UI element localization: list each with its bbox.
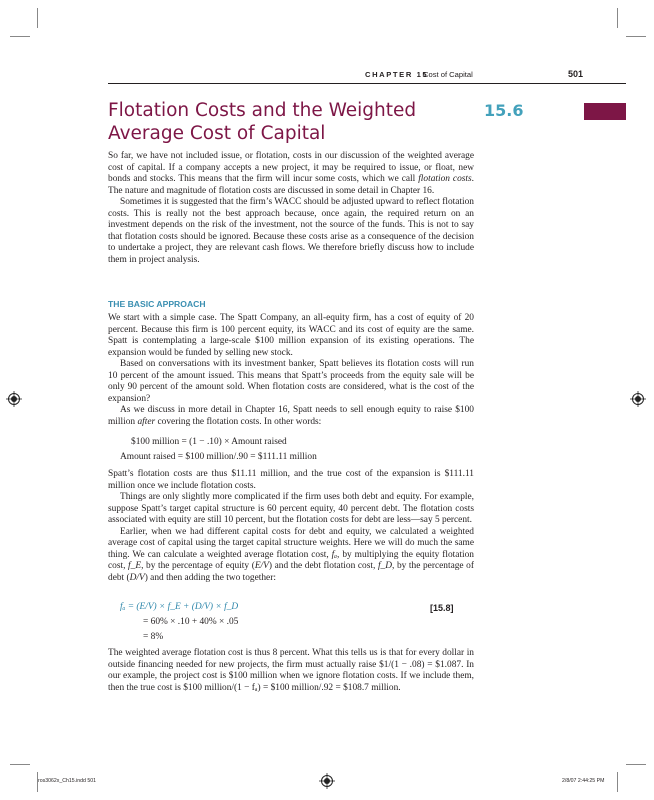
paragraph: So far, we have not included issue, or flotation, costs in our discussion of the weighted average cost of capital. If a company accepts a new project, it may be required to issue, or float, new bonds and stocks. This means that the firm will incur some costs, which we call flotation costs. The nature and magnitude of flotation costs are discussed in some detail in Chapter 16.	[108, 151, 475, 196]
registration-mark-icon	[319, 773, 335, 789]
crop-mark	[626, 764, 646, 765]
paragraph: Things are only slightly more complicated if the firm uses both debt and equity. For example, suppose Spatt’s target capital structure is 60 percent equity, 40 percent debt. The flotation costs associated with equity are still 10 percent, but the flotation costs for debt are less—say 5 percent.	[108, 492, 474, 525]
crop-mark	[10, 764, 30, 765]
section-accent-bar	[584, 103, 626, 120]
crop-mark	[617, 8, 618, 28]
section-title	[108, 99, 468, 145]
equation: = 8%	[143, 632, 164, 642]
equation: $100 million = (1 − .10) × Amount raised	[131, 437, 287, 447]
paragraph: Sometimes it is suggested that the firm’s WACC should be adjusted upward to reflect flotation costs. This is really not the best approach because, once again, the required return on an investment depends on the risk of the investment, not the source of the funds. This is not to say that flotation costs should be ignored. Because these costs arise as a consequence of the decision to undertake a project, they are relevant cash flows. We therefore briefly discuss how to include them in project analysis.	[108, 197, 474, 265]
section-title-line: Flotation Costs and the Weighted	[108, 100, 417, 121]
header-chapter-title: Cost of Capital	[423, 70, 473, 79]
basic-approach-text-2	[108, 469, 474, 584]
paragraph: We start with a simple case. The Spatt Company, an all-equity firm, has a cost of equity of 20 percent. Because this firm is 100 percent equity, its WACC and its cost of equity are the same. Spatt is contemplating a large-scale $100 million expansion of its existing operations. The expansion would be funded by selling new stock.	[108, 313, 474, 358]
footer-timestamp: 2/8/07 2:44:25 PM	[562, 778, 605, 784]
paragraph: Based on conversations with its investment banker, Spatt believes its flotation costs will run 10 percent of the amount issued. This means that Spatt’s proceeds from the equity sale will be only 90 percent of the amount sold. When flotation costs are considered, what is the cost of the expansion?	[108, 359, 474, 404]
section-title-line: Average Cost of Capital	[108, 123, 326, 144]
paragraph: Spatt’s flotation costs are thus $11.11 million, and the true cost of the expansion is $111.11 million once we include flotation costs.	[108, 469, 474, 491]
equation-number: [15.8]	[430, 603, 454, 613]
crop-mark	[626, 36, 646, 37]
section-number: 15.6	[484, 101, 524, 120]
paragraph: Earlier, when we had different capital costs for debt and equity, we calculated a weighted average cost of capital using the target capital structure weights. Here we will do much the same thing. We can calculate a weighted average flotation cost, fₐ, by multiplying the equity flotation cost, f_E, by the percentage of equity (E/V) and the debt flotation cost, f_D, by the percentage of debt (D/V) and then adding the two together:	[108, 526, 474, 583]
equation: Amount raised = $100 million/.90 = $111.11 million	[120, 452, 317, 462]
basic-approach-text-1	[108, 313, 474, 428]
crop-mark	[617, 772, 618, 792]
crop-mark	[10, 36, 30, 37]
header-rule	[108, 83, 626, 84]
running-header	[0, 70, 654, 84]
registration-mark-icon	[630, 391, 646, 407]
footer-file: ros3062x_Ch15.indd 501	[38, 778, 96, 784]
crop-mark	[37, 8, 38, 28]
subsection-heading: THE BASIC APPROACH	[108, 299, 206, 309]
page-number: 501	[568, 69, 584, 79]
paragraph: The weighted average flotation cost is thus 8 percent. What this tells us is that for every dollar in outside financing needed for new projects, the firm must actually raise $1/(1 − .08) = $1.087. In our example, the project cost is $100 million when we ignore flotation costs. If we include them, then the true cost is $100 million/(1 − fₐ) = $100 million/.92 = $108.7 million.	[108, 648, 474, 693]
intro-text	[108, 151, 474, 266]
registration-mark-icon	[6, 391, 22, 407]
equation: = 60% × .10 + 40% × .05	[143, 617, 239, 627]
equation: fₐ = (E/V) × f_E + (D/V) × f_D	[120, 602, 239, 612]
paragraph: As we discuss in more detail in Chapter 16, Spatt needs to sell enough equity to raise $100 million after covering the flotation costs. In other words:	[108, 405, 474, 427]
basic-approach-text-3	[108, 648, 474, 694]
header-chapter-label: CHAPTER 15	[365, 70, 429, 79]
